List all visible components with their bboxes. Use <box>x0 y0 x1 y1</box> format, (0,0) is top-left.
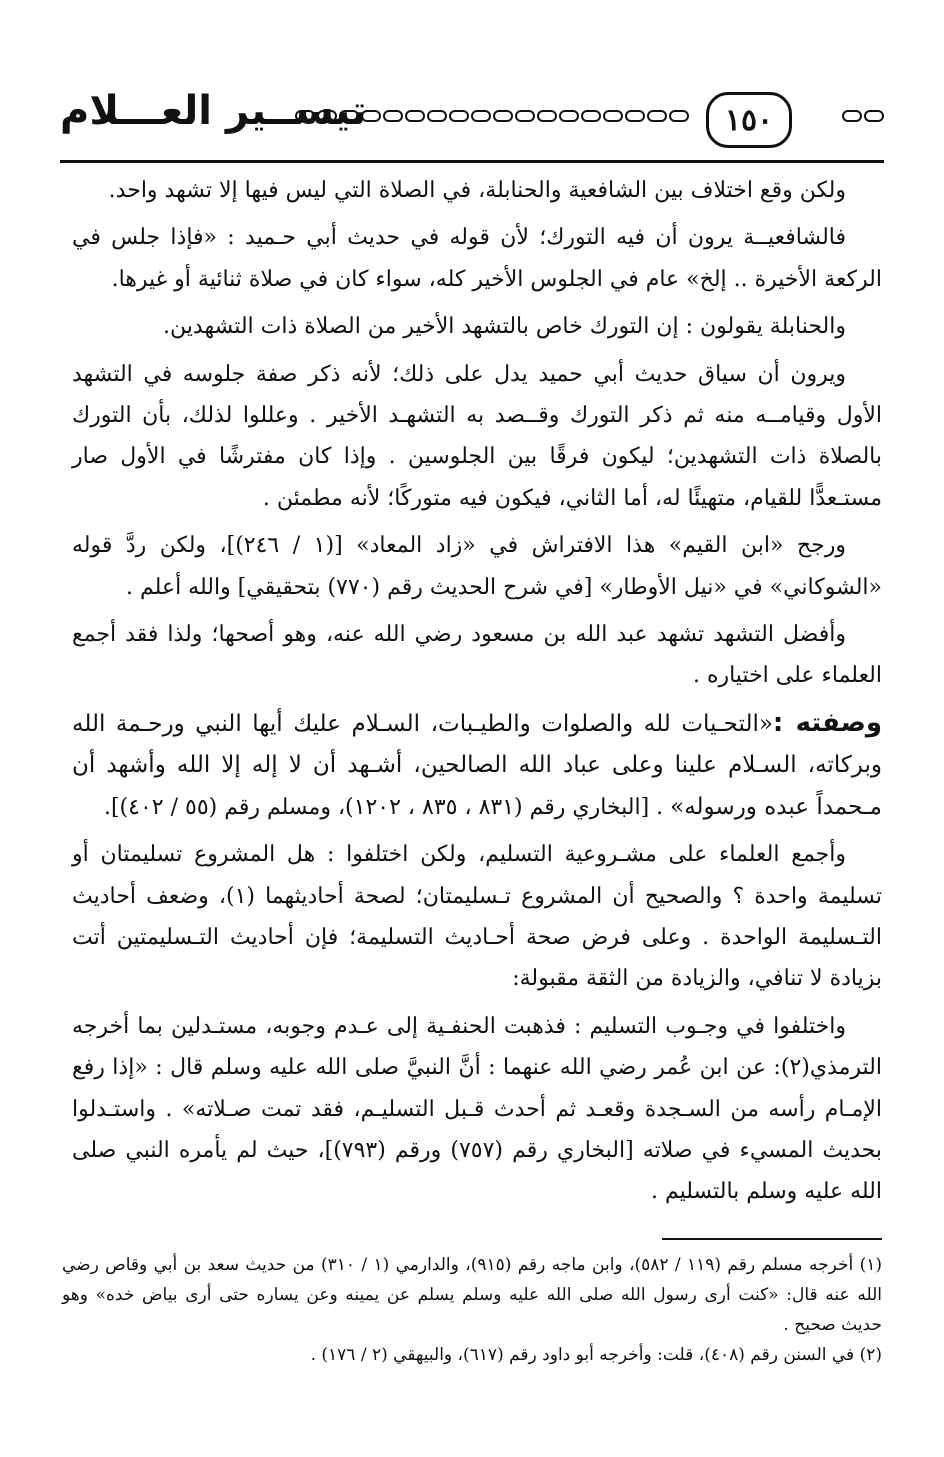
paragraph: ويرون أن سياق حديث أبي حميد يدل على ذلك؛ لأنه ذكر صفة جلوسه في التشهد الأول وقيامــه منه ثم ذكر التورك وقــصد به التشهـد الأخير . وعللوا لذلك، بأن التورك بالصلاة ذات التشهدين؛ ليكون فرقًا بين الجلوسين . وإذا كان مفترشًا في الأول صار مستـعدًّا للقيام، متهيئًا له، أما الثاني، فيكون فيه متوركًا؛ لأنه مطمئن . <box>72 361 883 511</box>
footnotes <box>62 1250 882 1370</box>
header-divider <box>60 160 884 163</box>
paragraph: ولكن وقع اختلاف بين الشافعية والحنابلة، في الصلاة التي ليس فيها إلا تشهد واحد. <box>108 178 846 203</box>
book-title: تيســير العـــلام <box>60 88 367 134</box>
paragraph: وأجمع العلماء على مشـروعية التسليم، ولكن اختلفوا : هل المشروع تسليمتان أو تسليمة واحدة ؟ والصحيح أن المشروع تـسليمتان؛ لصحة أحاديثهما (١)، وضعف أحاديث التـسليمة الواحدة . وعلى فرض صحة أحـاديث التسليمة؛ فإن أحاديث التـسليمتين أتت بزيادة لا تنافي، والزيادة من الثقة مقبولة: <box>72 842 882 992</box>
page-number: ١٥٠ <box>706 92 792 148</box>
ornament-right-icon <box>842 110 884 128</box>
paragraph: وأفضل التشهد تشهد عبد الله بن مسعود رضي الله عنه، وهو أصحها؛ ولذا فقد أجمع العلماء على اختياره . <box>72 622 882 689</box>
paragraph: ورجح «ابن القيم» هذا الافتراش في «زاد المعاد» [(١ / ٢٤٦)]، ولكن ردَّ قوله «الشوكاني» في «نيل الأوطار» [في شرح الحديث رقم (٧٧٠) بتحقيقي] والله أعلم . <box>72 533 882 600</box>
tashahhud-paragraph <box>72 703 882 828</box>
paragraph: واختلفوا في وجـوب التسليم : فذهبت الحنفـية إلى عـدم وجوبه، مستـدلين بما أخرجه الترمذي(٢): عن ابن عُمر رضي الله عنهما : أنَّ النبيَّ صلى الله عليه وسلم قال : «إذا رفع الإمـام رأسه من السـجدة وقعـد ثم أحدث قـبل التسليـم، فقد تمت صـلاته» . واستـدلوا بحديث المسيء في صلاته [البخاري رقم (٧٥٧) ورقم (٧٩٣)]، حيث لم يأمره النبي صلى الله عليه وسلم بالتسليم . <box>72 1013 882 1205</box>
tashahhud-text: «التحـيات لله والصلوات والطيـبات، السـلام عليك أيها النبي ورحـمة الله وبركاته، السـلام علينا وعلى عباد الله الصالحين، أشـهد أن لا إله إلا الله وأشهد أن مـحمداً عبده ورسوله» <box>72 710 882 820</box>
paragraph: والحنابلة يقولون : إن التورك خاص بالتشهد الأخير من الصلاة ذات التشهدين. <box>163 314 846 340</box>
reference-text: . [البخاري رقم (٨٣١ ، ٨٣٥ ، ١٢٠٢)، ومسلم رقم (٥٥ / ٤٠٢)]. <box>103 794 671 820</box>
footnote-2: (٢) في السنن رقم (٤٠٨)، قلت: وأخرجه أبو داود رقم (٦١٧)، والبيهقي (٢ / ١٧٦) . <box>310 1345 882 1365</box>
section-lead-word: وصفته : <box>772 707 882 738</box>
footnote-1: (١) أخرجه مسلم رقم (١١٩ / ٥٨٢)، وابن ماجه رقم (٩١٥)، والدارمي (١ / ٣١٠) من حديث سعد بن أبي وقاص رضي الله عنه قال: «كنت أرى رسول الله صلى الله عليه وسلم يسلم عن يمينه وعن يساره حتى أرى بياض خده» وهو حديث صحيح . <box>62 1255 882 1335</box>
page-header <box>60 88 884 158</box>
footnote-divider <box>662 1238 882 1240</box>
body-text <box>72 170 882 1219</box>
paragraph: فالشافعيــة يرون أن فيه التورك؛ لأن قوله في حديث أبي حـميد : «فإذا جلس في الركعة الأخيرة .. إلخ» عام في الجلوس الأخير كله، سواء كان في صلاة ثنائية أو غيرها. <box>72 225 882 292</box>
